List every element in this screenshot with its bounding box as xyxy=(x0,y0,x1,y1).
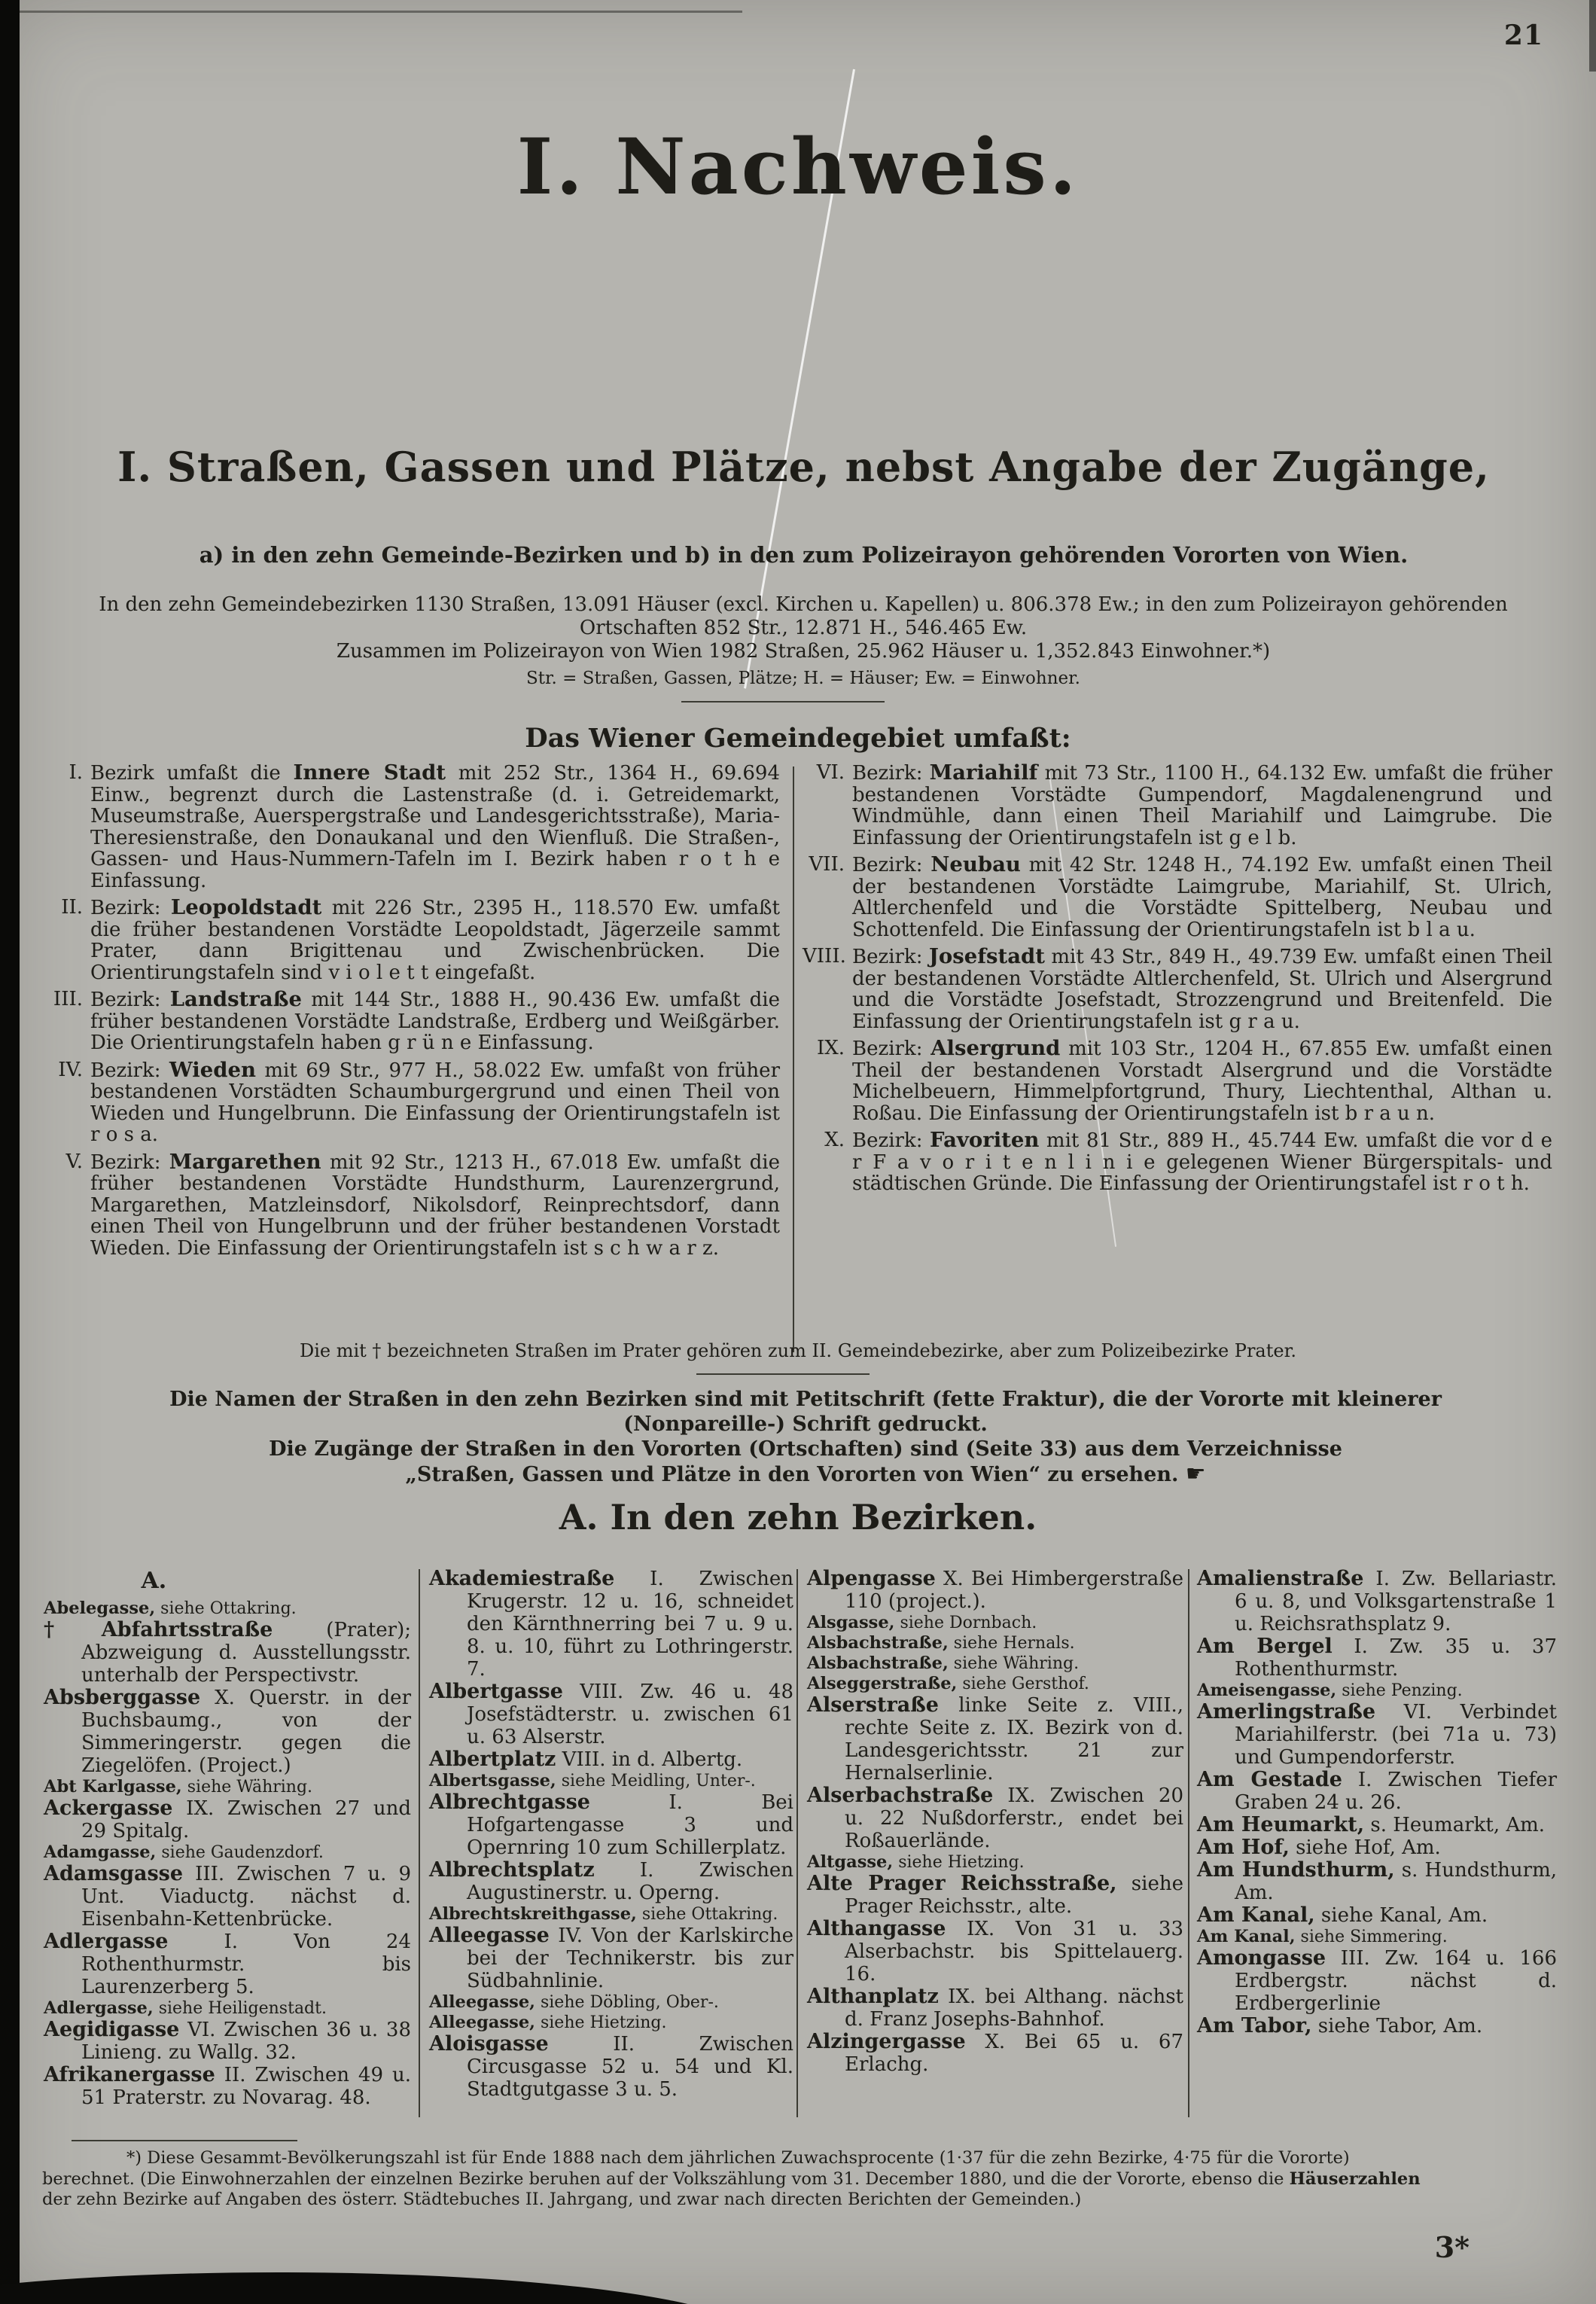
street-name: Alsbachstraße, xyxy=(807,1633,949,1653)
street-entry xyxy=(44,1777,411,1797)
street-name: Am Heumarkt, xyxy=(1197,1813,1365,1836)
district-numeral: VIII. xyxy=(803,945,846,968)
footnote-line xyxy=(42,2169,1566,2190)
street-name: Akademiestraße xyxy=(429,1567,615,1590)
street-column-4 xyxy=(1197,1568,1557,2037)
street-entry xyxy=(44,1998,411,2019)
street-column-2 xyxy=(429,1568,793,2101)
street-desc: VI. Verbindet Mariahilferstr. (bei 71a u. 73) und Gumpendorferstr. xyxy=(1235,1701,1557,1769)
street-desc: linke Seite z. VIII., rechte Seite z. IX. Bezirk von d. Landesgerichtsstr. 21 zur Hernalserlinie. xyxy=(845,1694,1183,1784)
street-entry xyxy=(429,1791,793,1859)
street-desc: siehe Hietzing. xyxy=(893,1853,1025,1872)
street-name: Adamgasse, xyxy=(44,1842,157,1862)
page-number: 21 xyxy=(1503,20,1543,51)
divider-rule xyxy=(681,701,885,702)
district-entry xyxy=(44,762,780,891)
street-entry xyxy=(429,1771,793,1791)
street-name: Aloisgasse xyxy=(429,2032,549,2056)
street-desc: I. Von 24 Rothenthurmstr. bis Laurenzerberg 5. xyxy=(81,1931,411,1998)
district-numeral: VII. xyxy=(809,853,845,876)
street-name: Am Bergel xyxy=(1197,1635,1333,1658)
district-numeral: V. xyxy=(65,1150,83,1173)
district-numeral: III. xyxy=(53,988,83,1010)
street-entry xyxy=(429,1681,793,1748)
street-entry xyxy=(44,1797,411,1842)
street-entry xyxy=(429,1568,793,1681)
street-desc: siehe Hof, Am. xyxy=(1289,1836,1441,1859)
street-entry xyxy=(1197,1701,1557,1769)
notice-quote: „Straßen, Gassen und Plätze in den Vororten von Wien“ zu ersehen. xyxy=(405,1463,1179,1486)
section-subtitle-2: a) in den zehn Gemeinde-Bezirken und b) in den zum Polizeirayon gehörenden Vororten von Wien. xyxy=(199,542,1409,568)
district-name: Josefstadt xyxy=(928,944,1045,968)
divider-rule xyxy=(696,1373,870,1375)
district-numeral: X. xyxy=(824,1129,845,1151)
district-text: Bezirk: xyxy=(90,989,170,1011)
district-text: Bezirk: xyxy=(90,1150,169,1174)
street-entry xyxy=(44,1687,411,1777)
district-text: Bezirk: xyxy=(90,897,171,919)
district-name: Mariahilf xyxy=(929,760,1038,785)
intro-line: In den zehn Gemeindebezirken 1130 Straßen, 13.091 Häuser (excl. Kirchen u. Kapellen) u. 806.378 Ew.; in den zum Polizeirayon gehörenden xyxy=(99,593,1508,616)
manicule-icon: ☛ xyxy=(1185,1461,1206,1487)
street-desc: IX. Zwischen 20 u. 22 Nußdorferstr., endet bei Roßauerlände. xyxy=(845,1784,1183,1852)
street-entry xyxy=(1197,1859,1557,1904)
district-text: Bezirk: xyxy=(852,1038,931,1060)
street-name: Absberggasse xyxy=(44,1686,201,1709)
street-desc: siehe Tabor, Am. xyxy=(1311,2015,1483,2037)
footnote-rule xyxy=(72,2140,297,2141)
street-entry xyxy=(429,1904,793,1925)
district-name: Wieden xyxy=(169,1057,256,1082)
street-desc: IX. Zwischen 27 und 29 Spitalg. xyxy=(81,1797,411,1842)
street-name: Adamsgasse xyxy=(44,1862,184,1885)
street-name: Amongasse xyxy=(1197,1946,1326,1970)
street-entry xyxy=(807,1986,1183,2031)
notice-line: Die Zugänge der Straßen in den Vororten (Ortschaften) sind (Seite 33) aus dem Verzeichnisse xyxy=(269,1437,1342,1461)
district-text: mit 69 Str., 977 H., 58.022 Ew. umfaßt von früher bestandenen Vorstädten Schaumburgergrund und einen Theil von Wieden und Hungelbrunn. Die Einfassung der Orientirungstafeln ist r o s a. xyxy=(90,1059,780,1146)
street-name: Alserbachstraße xyxy=(807,1784,994,1807)
section-subtitle: I. Straßen, Gassen und Plätze, nebst Angabe der Zugänge, xyxy=(117,443,1490,491)
district-entry xyxy=(803,1129,1552,1195)
district-numeral: IV. xyxy=(58,1058,83,1081)
street-desc: s. Hundsthurm, Am. xyxy=(1235,1859,1557,1904)
district-name: Margarethen xyxy=(169,1149,321,1174)
column-divider xyxy=(796,1569,798,2117)
street-entry xyxy=(44,2019,411,2064)
street-desc: siehe Ottakring. xyxy=(636,1905,778,1924)
street-desc: III. Zwischen 7 u. 9 Unt. Viaductg. nächst d. Eisenbahn-Kettenbrücke. xyxy=(81,1863,411,1931)
district-name: Innere Stadt xyxy=(293,760,446,785)
street-name: Ackergasse xyxy=(44,1797,173,1820)
street-name: †Abfahrtsstraße xyxy=(44,1618,273,1641)
street-desc: IX. Von 31 u. 33 Alserbachstr. bis Spittelauerg. 16. xyxy=(845,1918,1183,1986)
district-overview xyxy=(44,762,1552,1357)
street-desc: siehe Prager Reichsstr., alte. xyxy=(845,1873,1183,1918)
street-desc: X. Querstr. in der Buchsbaumg., von der Simmeringerstr. gegen die Ziegelöfen. (Project.) xyxy=(81,1687,411,1777)
prater-footnote: Die mit † bezeichneten Straßen im Prater gehören zum II. Gemeindebezirke, aber zum Polizeibezirke Prater. xyxy=(299,1340,1297,1361)
district-text: mit 43 Str., 849 H., 49.739 Ew. umfaßt einen Theil der bestandenen Vorstädte Altlerchenfeld, St. Ulrich und Alsergrund und die Vorstädte Josefstadt, Strozzengrund und Breitenfeld. Die Einfassung der Orientirungstafeln ist g r a u. xyxy=(852,946,1553,1033)
street-desc: s. Heumarkt, Am. xyxy=(1364,1814,1546,1836)
street-desc: I. Zw. Bellariastr. 6 u. 8, und Volksgartenstraße 1 u. Reichsrathsplatz 9. xyxy=(1235,1568,1557,1635)
street-entry xyxy=(1197,2015,1557,2037)
district-name: Alsergrund xyxy=(930,1036,1061,1060)
district-numeral: II. xyxy=(61,896,83,919)
district-column-left xyxy=(44,762,780,1264)
district-entry xyxy=(44,1151,780,1260)
street-name: Am Gestade xyxy=(1197,1768,1342,1791)
street-desc: IX. bei Althang. nächst d. Franz Josephs-Bahnhof. xyxy=(845,1986,1183,2031)
street-entry xyxy=(429,1992,793,2013)
street-name: Ameisengasse, xyxy=(1197,1681,1337,1700)
street-entry xyxy=(807,1633,1183,1653)
street-entry xyxy=(1197,1635,1557,1681)
scan-edge-right xyxy=(1589,0,1596,72)
street-name: Albertplatz xyxy=(429,1748,556,1771)
street-column-1 xyxy=(44,1568,411,2109)
street-desc: siehe Hietzing. xyxy=(535,2013,667,2032)
street-desc: I. Zwischen Krugerstr. 12 u. 16, schneidet den Kärnthnerring bei 7 u. 9 u. 8. u. 10, führt zu Lothringerstr. 7. xyxy=(467,1568,793,1681)
street-name: Alleegasse xyxy=(429,1924,550,1947)
street-entry xyxy=(1197,1836,1557,1859)
street-entry xyxy=(429,1748,793,1771)
street-name: Abt Karlgasse, xyxy=(44,1777,182,1797)
street-entry xyxy=(807,1568,1183,1613)
district-text: mit 144 Str., 1888 H., 90.436 Ew. umfaßt die früher bestandenen Vorstädte Landstraße, Erdberg und Weißgärber. Die Orientirungstafeln haben g r ü n e Einfassung. xyxy=(90,989,781,1054)
district-text: mit 73 Str., 1100 H., 64.132 Ew. umfaßt die früher bestandenen Vorstädte Gumpendorf, Magdalenengrund und Windmühle, dann einen Theil Mariahilf und Laimgrube. Die Einfassung der Orientirungstafeln ist g e l b. xyxy=(852,762,1553,849)
street-desc: IV. Von der Karlskirche bei der Technikerstr. bis zur Südbahnlinie. xyxy=(467,1925,793,1992)
street-name: Althanplatz xyxy=(807,1985,939,2008)
district-text: mit 103 Str., 1204 H., 67.855 Ew. umfaßt einen Theil der bestandenen Vorstadt Alsergrund und die Vorstädte Michelbeuern, Himmelpfortgrund, Thury, Liechtenthal, Althan u. Roßau. Die Einfassung der Orientirungstafeln ist b r a u n. xyxy=(852,1038,1553,1125)
district-entry xyxy=(44,989,780,1054)
district-entry xyxy=(803,762,1552,849)
street-name: Althangasse xyxy=(807,1917,946,1940)
column-divider xyxy=(419,1569,420,2117)
street-column-3 xyxy=(807,1568,1183,2076)
street-name: Alzingergasse xyxy=(807,2030,966,2053)
street-desc: III. Zw. 164 u. 166 Erdbergstr. nächst d. Erdbergerlinie xyxy=(1235,1947,1557,2015)
street-entry xyxy=(807,1918,1183,1986)
street-entry xyxy=(807,1613,1183,1633)
street-name: Albrechtsplatz xyxy=(429,1858,595,1882)
street-entry xyxy=(807,1694,1183,1784)
street-entry xyxy=(44,1931,411,1998)
street-entry xyxy=(429,1859,793,1904)
street-entry xyxy=(1197,1568,1557,1635)
street-name: Am Kanal, xyxy=(1197,1927,1296,1946)
intro-statistics xyxy=(38,593,1569,690)
scan-edge-top xyxy=(20,11,742,13)
street-entry xyxy=(1197,1927,1557,1947)
scan-edge-bottom xyxy=(0,2272,753,2304)
street-entry xyxy=(1197,1681,1557,1701)
street-name: Alseggerstraße, xyxy=(807,1674,958,1693)
notice-line xyxy=(56,1461,1555,1487)
street-desc: siehe Ottakring. xyxy=(155,1599,297,1618)
district-text: mit 81 Str., 889 H., 45.744 Ew. umfaßt die vor d e r F a v o r i t e n l i n i e gelegenen Wiener Bürgerspitals- und städtischen Gründe. Die Einfassung der Orientirungstafel ist r o t h. xyxy=(852,1129,1552,1195)
street-entry xyxy=(807,1873,1183,1918)
column-divider xyxy=(793,766,794,1352)
district-entry xyxy=(803,1038,1552,1124)
street-name: Adlergasse xyxy=(44,1930,169,1953)
street-entry xyxy=(807,1674,1183,1694)
street-desc: VIII. in d. Albertg. xyxy=(556,1748,743,1771)
street-name: Alpengasse xyxy=(807,1567,936,1590)
district-name: Favoriten xyxy=(930,1128,1040,1152)
district-numeral: IX. xyxy=(816,1037,845,1059)
footnote-text: berechnet. (Die Einwohnerzahlen der einzelnen Bezirke beruhen auf der Volkszählung vom 31. December 1880, und die der Vororte, ebenso die xyxy=(42,2168,1290,2189)
street-desc: VIII. Zw. 46 u. 48 Josefstädterstr. u. zwischen 61 u. 63 Alserstr. xyxy=(467,1681,793,1748)
street-desc: siehe Währing. xyxy=(181,1778,313,1797)
street-name: Altgasse, xyxy=(807,1852,894,1872)
district-text: mit 252 Str., 1364 H., 69.694 Einw., begrenzt durch die Lastenstraße (d. i. Getreidemarkt, Museumstraße, Auerspergstraße und Landesgerichtsstraße), Maria-Theresienstraße, den Donaukanal und den Wienfluß. Die Straßen-, Gassen- und Haus-Nummern-Tafeln im I. Bezirk haben r o t h e Einfassung. xyxy=(90,762,781,892)
districts-heading: Das Wiener Gemeindegebiet umfaßt: xyxy=(525,723,1071,754)
street-entry xyxy=(429,1925,793,1992)
intro-line: Zusammen im Polizeirayon von Wien 1982 Straßen, 25.962 Häuser u. 1,352.843 Einwohner.*) xyxy=(336,640,1271,663)
street-entry xyxy=(1197,1769,1557,1814)
district-name: Landstraße xyxy=(169,987,302,1011)
street-name: Am Kanal, xyxy=(1197,1903,1315,1927)
intro-line: Ortschaften 852 Str., 12.871 H., 546.465 Ew. xyxy=(579,617,1028,639)
district-text: Bezirk: xyxy=(90,1059,169,1082)
district-numeral: I. xyxy=(69,761,83,784)
district-column-right xyxy=(803,762,1552,1200)
street-desc: (Prater); Abzweigung d. Ausstellungsstr. unterhalb der Perspectivstr. xyxy=(81,1619,412,1687)
footnote-line: *) Diese Gesammt-Bevölkerungszahl ist für Ende 1888 nach dem jährlichen Zuwachsprocente (1·37 für die zehn Bezirke, 4·75 für die Vororte) xyxy=(126,2148,1350,2168)
street-entry xyxy=(44,1598,411,1619)
street-entry xyxy=(807,2031,1183,2076)
street-name: Amalienstraße xyxy=(1197,1567,1364,1590)
street-desc: X. Bei Himbergerstraße 110 (project.). xyxy=(845,1568,1183,1613)
street-entry xyxy=(1197,1904,1557,1927)
street-desc: siehe Gaudenzdorf. xyxy=(156,1843,324,1862)
footnote-line: der zehn Bezirke auf Angaben des österr. Städtebuches II. Jahrgang, und zwar nach directen Berichten der Gemeinden.) xyxy=(42,2190,1082,2209)
district-text: Bezirk: xyxy=(852,1129,930,1152)
street-name: Alleegasse, xyxy=(429,2013,535,2032)
population-footnote xyxy=(42,2148,1566,2211)
district-text: Bezirk: xyxy=(852,762,930,785)
district-entry xyxy=(44,1059,780,1146)
typography-notice xyxy=(56,1387,1555,1487)
street-name: Albertsgasse, xyxy=(429,1771,556,1790)
street-name: Albrechtskreithgasse, xyxy=(429,1904,637,1924)
street-entry xyxy=(44,2064,411,2109)
sheet-signature: 3* xyxy=(1434,2230,1470,2264)
street-directory xyxy=(44,1568,1557,2125)
street-entry xyxy=(44,1619,411,1687)
street-desc: X. Bei 65 u. 67 Erlachg. xyxy=(845,2031,1183,2076)
street-desc: siehe Döbling, Ober-. xyxy=(535,1993,719,2012)
street-name: Alleegasse, xyxy=(429,1992,535,2012)
street-desc: VI. Zwischen 36 u. 38 Linieng. zu Wallg. 32. xyxy=(81,2019,411,2064)
district-numeral: VI. xyxy=(816,761,845,784)
street-desc: siehe Dornbach. xyxy=(894,1614,1037,1632)
column-divider xyxy=(1188,1569,1189,2117)
district-text: mit 42 Str. 1248 H., 74.192 Ew. umfaßt einen Theil der bestandenen Vorstädte Laimgrube, Mariahilf, St. Ulrich, Altlerchenfeld und die Vorstädte Spittelberg, Neubau und Schottenfeld. Die Einfassung der Orientirungstafeln ist b l a u. xyxy=(852,854,1553,941)
street-desc: siehe Penzing. xyxy=(1336,1681,1463,1700)
district-name: Neubau xyxy=(930,852,1021,876)
street-desc: siehe Simmering. xyxy=(1295,1928,1448,1946)
street-name: Am Hundsthurm, xyxy=(1197,1858,1395,1882)
street-name: Abelegasse, xyxy=(44,1598,156,1618)
street-desc: I. Zw. 35 u. 37 Rothenthurmstr. xyxy=(1235,1635,1557,1681)
street-name: Alsgasse, xyxy=(807,1613,895,1632)
district-text: mit 226 Str., 2395 H., 118.570 Ew. umfaßt die früher bestandenen Vorstädte Leopoldstadt, Jägerzeile sammt Prater, dann Brigittenau und Zwischenbrücken. Die Orientirungstafeln sind v i o l e t t eingefaßt. xyxy=(90,897,780,984)
notice-line: Die Namen der Straßen in den zehn Bezirken sind mit Petitschrift (fette Fraktur), die der Vororte mit kleinerer xyxy=(169,1388,1442,1411)
street-name: Albrechtgasse xyxy=(429,1790,590,1814)
district-entry xyxy=(803,854,1552,940)
street-entry xyxy=(1197,1814,1557,1836)
street-desc: siehe Kanal, Am. xyxy=(1314,1904,1488,1927)
district-name: Leopoldstadt xyxy=(170,895,322,919)
page-title: I. Nachweis. xyxy=(516,122,1080,212)
district-text: Bezirk umfaßt die xyxy=(90,762,294,785)
street-entry xyxy=(429,2013,793,2033)
section-a-heading: A. In den zehn Bezirken. xyxy=(559,1497,1037,1538)
street-name: Albertgasse xyxy=(429,1680,563,1703)
district-entry xyxy=(44,897,780,983)
street-desc: siehe Währing. xyxy=(948,1654,1080,1673)
street-name: Alserstraße xyxy=(807,1693,939,1717)
street-name: Am Tabor, xyxy=(1197,2014,1312,2037)
street-entry xyxy=(807,1784,1183,1852)
street-entry xyxy=(429,2033,793,2101)
footnote-bold-word: Häuserzahlen xyxy=(1289,2168,1421,2189)
street-desc: siehe Gersthof. xyxy=(957,1675,1089,1693)
street-entry xyxy=(44,1863,411,1931)
street-name: Am Hof, xyxy=(1197,1836,1290,1859)
letter-header: A. xyxy=(141,1568,167,1594)
street-entry xyxy=(807,1852,1183,1873)
street-entry xyxy=(1197,1947,1557,2015)
street-desc: I. Zwischen Tiefer Graben 24 u. 26. xyxy=(1235,1769,1557,1814)
abbreviation-legend: Str. = Straßen, Gassen, Plätze; H. = Häuser; Ew. = Einwohner. xyxy=(526,669,1080,688)
street-name: Afrikanergasse xyxy=(44,2063,215,2086)
street-desc: I. Zwischen Augustinerstr. u. Operng. xyxy=(467,1859,793,1904)
notice-line: (Nonpareille-) Schrift gedruckt. xyxy=(623,1413,988,1436)
street-desc: II. Zwischen Circusgasse 52 u. 54 und Kl. Stadtgutgasse 3 u. 5. xyxy=(467,2033,793,2101)
scan-edge-left xyxy=(0,0,20,2304)
street-name: Alte Prager Reichsstraße, xyxy=(807,1872,1117,1895)
street-name: Aegidigasse xyxy=(44,2018,180,2041)
street-desc: II. Zwischen 49 u. 51 Praterstr. zu Novarag. 48. xyxy=(81,2064,411,2109)
street-name: Amerlingstraße xyxy=(1197,1700,1376,1723)
district-text: mit 92 Str., 1213 H., 67.018 Ew. umfaßt die früher bestandenen Vorstädte Hundsthurm, Laurenzergrund, Margarethen, Matzleinsdorf, Nikolsdorf, Reinprechtsdorf, dann einen Theil von Hungelbrunn und der früher bestandenen Vorstadt Wieden. Die Einfassung der Orientirungstafeln ist s c h w a r z. xyxy=(90,1150,780,1260)
district-text: Bezirk: xyxy=(852,946,929,968)
district-text: Bezirk: xyxy=(852,854,931,876)
street-entry xyxy=(807,1653,1183,1674)
street-entry xyxy=(44,1842,411,1863)
street-name: Adlergasse, xyxy=(44,1998,154,2018)
street-desc: siehe Meidling, Unter-. xyxy=(556,1772,756,1790)
street-desc: siehe Hernals. xyxy=(948,1634,1075,1653)
street-desc: siehe Heiligenstadt. xyxy=(153,1999,327,2018)
street-desc: I. Bei Hofgartengasse 3 und Opernring 10 zum Schillerplatz. xyxy=(467,1791,793,1859)
street-name: Alsbachstraße, xyxy=(807,1653,949,1673)
district-entry xyxy=(803,946,1552,1032)
